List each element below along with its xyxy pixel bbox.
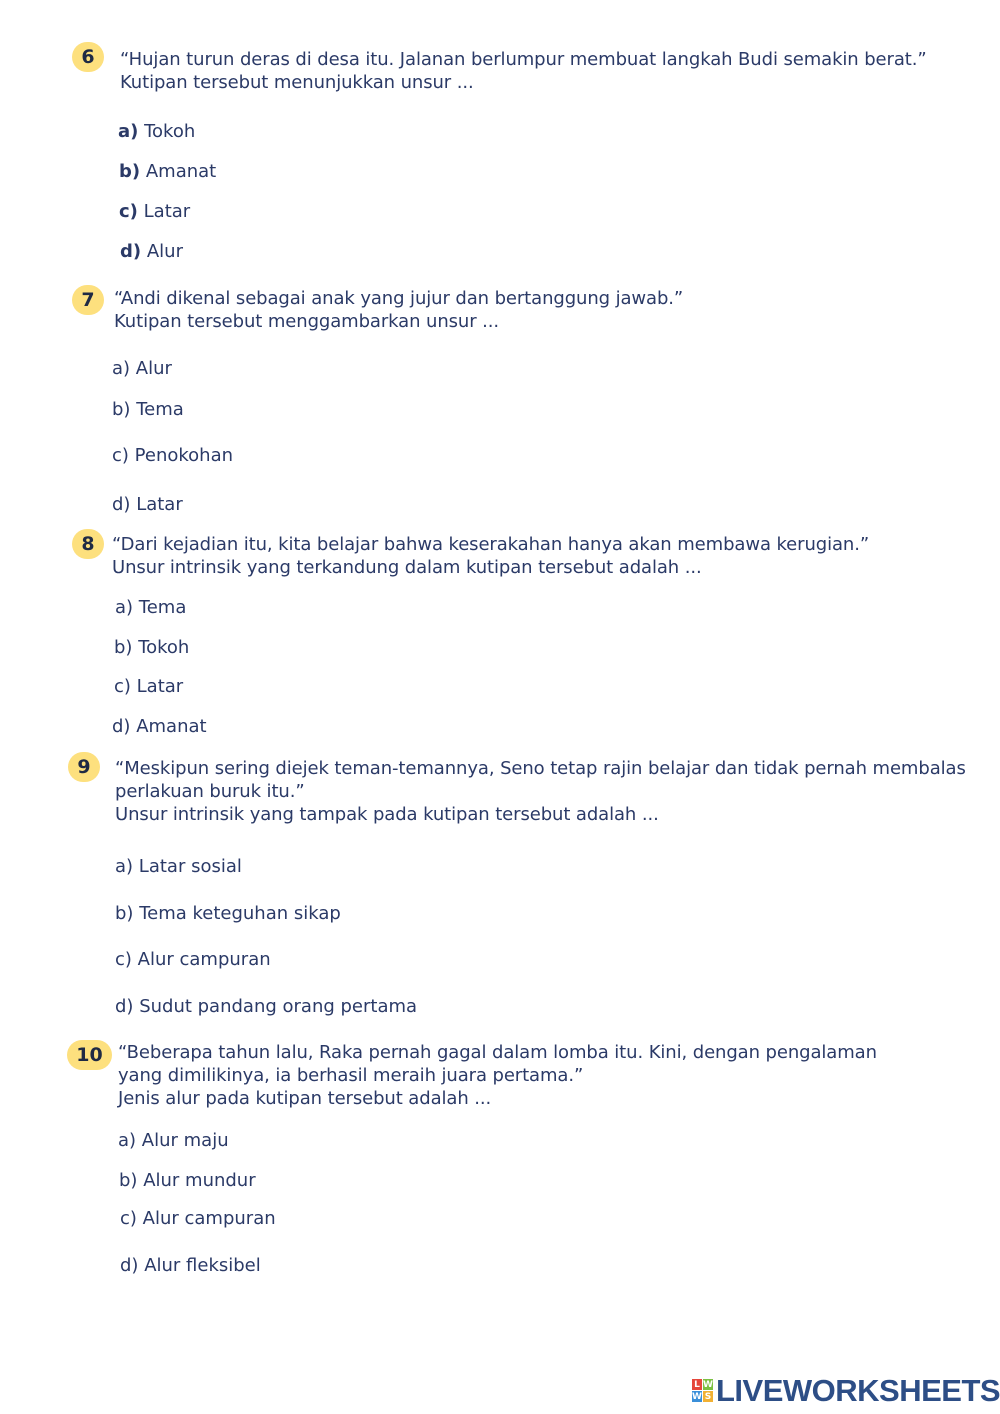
answer-option[interactable] (115, 856, 242, 878)
option-text: Alur mundur (143, 1170, 256, 1191)
option-letter: d) (120, 1255, 139, 1276)
option-text: Tokoh (138, 637, 190, 658)
answer-option[interactable] (115, 996, 417, 1018)
question-line: “Meskipun sering diejek teman-temannya, Seno tetap rajin belajar dan tidak pernah membalas (115, 758, 966, 779)
answer-option[interactable] (114, 676, 183, 698)
question-text (114, 287, 683, 333)
logo-tile: S (704, 1391, 712, 1402)
option-text: Penokohan (134, 445, 234, 466)
answer-option[interactable] (120, 1255, 261, 1277)
option-letter: b) (119, 1170, 138, 1191)
logo-text: LIVEWORKSHEETS (716, 1373, 1000, 1408)
option-letter: d) (115, 996, 134, 1017)
option-text: Alur campuran (137, 949, 271, 970)
logo-tile: W (703, 1379, 713, 1390)
option-letter: b) (112, 399, 131, 420)
question-text (120, 48, 927, 94)
answer-option[interactable] (112, 445, 233, 467)
option-letter: d) (112, 494, 131, 515)
question-number-badge: 10 (67, 1040, 112, 1070)
option-letter: c) (115, 949, 132, 970)
option-text: Tema (138, 597, 187, 618)
question-line: perlakuan buruk itu.” (115, 781, 305, 802)
option-letter: b) (119, 161, 141, 182)
option-text: Amanat (145, 161, 217, 182)
question-line: Jenis alur pada kutipan tersebut adalah ... (118, 1088, 492, 1109)
answer-option[interactable] (115, 949, 271, 971)
question-number-badge: 8 (72, 529, 104, 559)
option-letter: d) (120, 241, 142, 262)
option-letter: a) (112, 358, 131, 379)
option-letter: a) (118, 1130, 137, 1151)
answer-option[interactable] (115, 597, 186, 619)
answer-option[interactable] (115, 903, 341, 925)
option-text: Alur campuran (142, 1208, 276, 1229)
option-letter: c) (114, 676, 131, 697)
question-number-badge: 7 (72, 285, 104, 315)
question-text (115, 757, 966, 826)
liveworksheets-logo (692, 1374, 1000, 1408)
answer-option[interactable] (120, 241, 183, 263)
question-line: “Hujan turun deras di desa itu. Jalanan berlumpur membuat langkah Budi semakin berat.” (120, 49, 927, 70)
option-text: Latar (136, 676, 184, 697)
option-text: Latar (143, 201, 191, 222)
option-letter: d) (112, 716, 131, 737)
option-letter: c) (119, 201, 138, 222)
question-line: Unsur intrinsik yang tampak pada kutipan tersebut adalah ... (115, 804, 659, 825)
question-number-badge: 6 (72, 42, 104, 72)
answer-option[interactable] (112, 716, 207, 738)
option-text: Alur fleksibel (144, 1255, 261, 1276)
answer-option[interactable] (119, 201, 190, 223)
option-letter: b) (114, 637, 133, 658)
option-letter: c) (120, 1208, 137, 1229)
answer-option[interactable] (112, 358, 172, 380)
logo-tile: L (692, 1379, 702, 1390)
answer-option[interactable] (118, 1130, 229, 1152)
option-letter: a) (118, 121, 139, 142)
option-text: Latar sosial (138, 856, 242, 877)
question-line: Kutipan tersebut menggambarkan unsur ... (114, 311, 500, 332)
option-letter: c) (112, 445, 129, 466)
option-text: Tema keteguhan sikap (139, 903, 341, 924)
answer-option[interactable] (119, 161, 216, 183)
option-text: Alur maju (141, 1130, 229, 1151)
option-text: Sudut pandang orang pertama (139, 996, 418, 1017)
option-text: Latar (136, 494, 183, 515)
answer-option[interactable] (112, 399, 184, 421)
answer-option[interactable] (114, 637, 189, 659)
answer-option[interactable] (118, 121, 195, 143)
option-text: Amanat (136, 716, 207, 737)
answer-option[interactable] (119, 1170, 256, 1192)
question-text (118, 1041, 877, 1110)
question-text (112, 533, 869, 579)
question-line: yang dimilikinya, ia berhasil meraih juara pertama.” (118, 1065, 584, 1086)
option-text: Alur (135, 358, 172, 379)
answer-option[interactable] (120, 1208, 276, 1230)
option-text: Alur (146, 241, 183, 262)
liveworksheets-logo-icon (692, 1379, 714, 1403)
question-line: “Andi dikenal sebagai anak yang jujur dan bertanggung jawab.” (114, 288, 684, 309)
question-line: Kutipan tersebut menunjukkan unsur ... (120, 72, 474, 93)
option-letter: b) (115, 903, 134, 924)
question-line: “Dari kejadian itu, kita belajar bahwa keserakahan hanya akan membawa kerugian.” (112, 534, 870, 555)
question-number-badge: 9 (68, 752, 100, 782)
question-line: “Beberapa tahun lalu, Raka pernah gagal dalam lomba itu. Kini, dengan pengalaman (118, 1042, 877, 1063)
question-line: Unsur intrinsik yang terkandung dalam kutipan tersebut adalah ... (112, 557, 702, 578)
logo-tile: W (692, 1391, 702, 1402)
option-text: Tema (136, 399, 184, 420)
option-letter: a) (115, 856, 134, 877)
option-letter: a) (115, 597, 134, 618)
answer-option[interactable] (112, 494, 183, 516)
option-text: Tokoh (144, 121, 196, 142)
